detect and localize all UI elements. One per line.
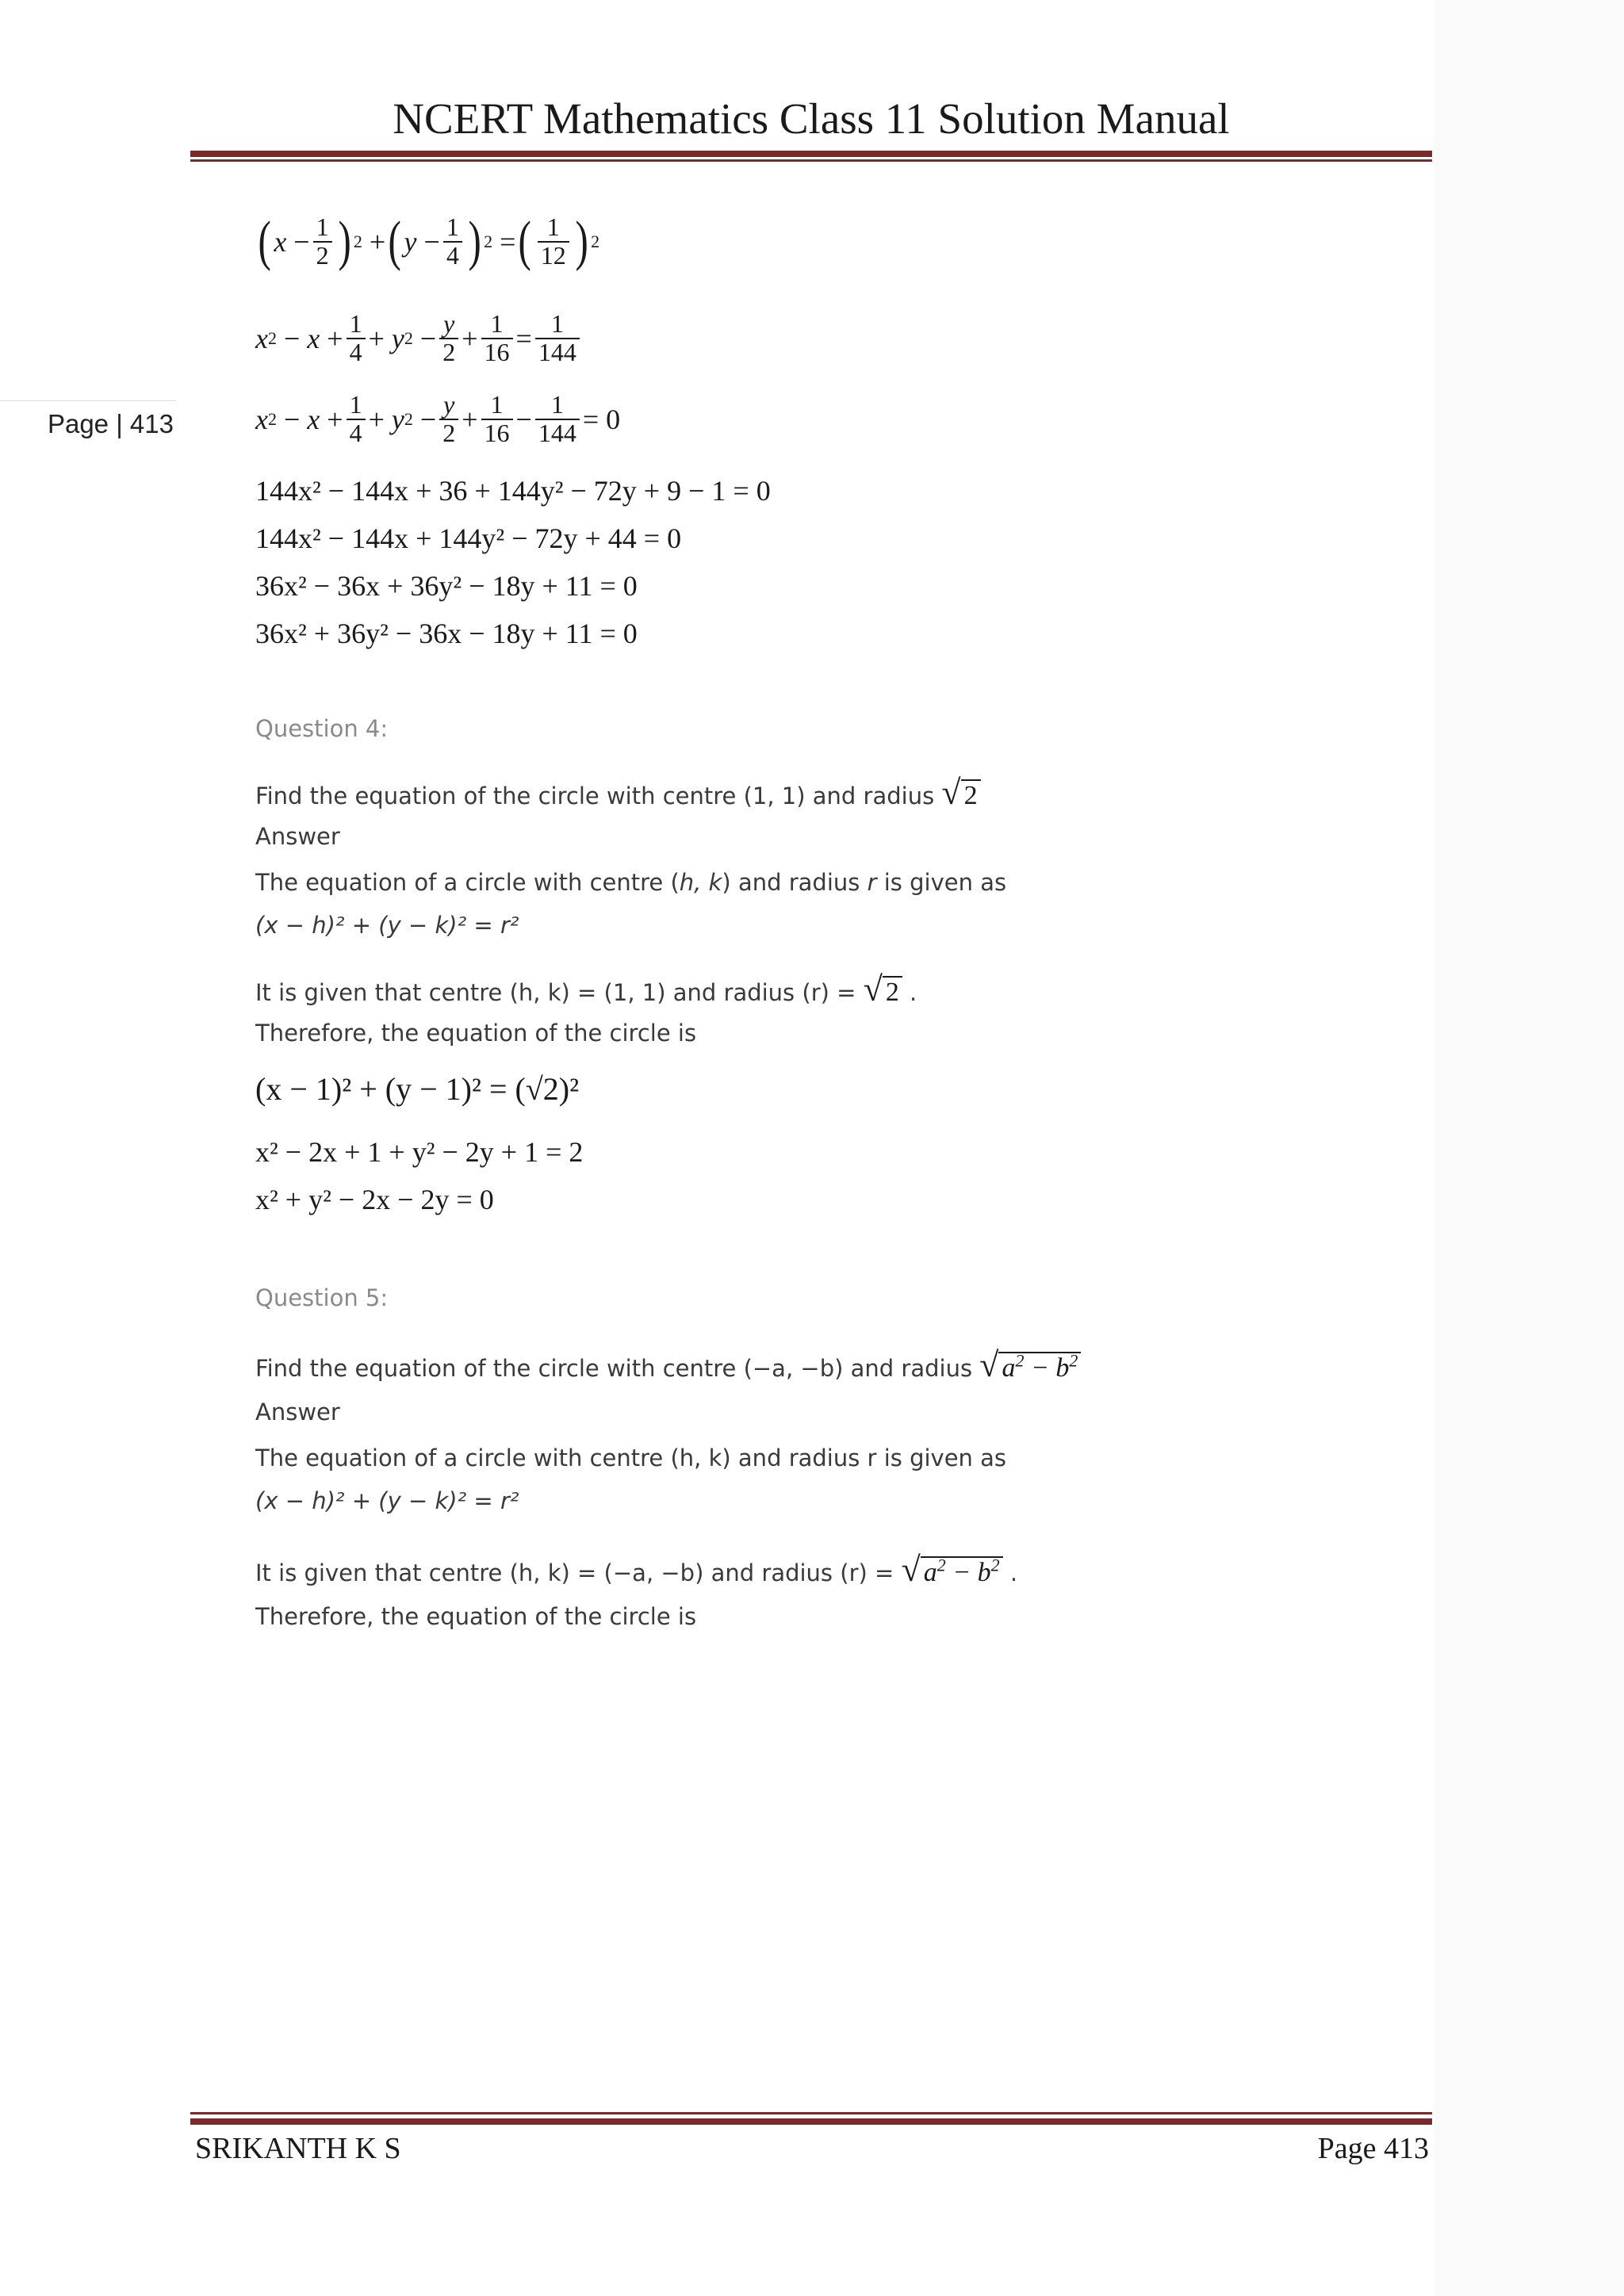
question-4-given-text: It is given that centre (h, k) = (1, 1) and radius (r) =: [255, 979, 856, 1006]
question-4-prompt-text: Find the equation of the circle with centre (1, 1) and radius: [255, 783, 935, 809]
sqrt-a2-minus-b2-symbol: √ $a^2 - b^2$: [902, 1550, 1003, 1589]
sqrt-2-symbol: √ 2: [864, 970, 902, 1008]
footer-page-number: Page 413: [1317, 2132, 1429, 2165]
question-5-title: Question 5:: [255, 1284, 389, 1311]
question-5-prompt-text: Find the equation of the circle with centre (−a, −b) and radius: [255, 1355, 973, 1382]
question-4-answer-line-1: [255, 869, 1006, 896]
question-5-prompt: [255, 1345, 1081, 1385]
question-5-general-equation: (x − h)² + (y − k)² = r²: [255, 1487, 519, 1514]
question-5-answer-line-1: The equation of a circle with centre (h, k) and radius r is given as: [255, 1445, 1007, 1471]
question-4-prompt: [255, 772, 981, 813]
question-4-title: Question 4:: [255, 715, 389, 742]
question-5-answer-label: Answer: [255, 1399, 340, 1425]
question-4-given: It is given that centre (h, k) = (1, 1) and radius (r) = √ 2 .: [255, 970, 917, 1008]
sqrt-a2-minus-b2-symbol: √ $a^2 - b^2$: [979, 1345, 1081, 1384]
question-4-step-2: x² − 2x + 1 + y² − 2y + 1 = 2: [255, 1136, 584, 1168]
footer-author: SRIKANTH K S: [195, 2132, 401, 2165]
q4-line1-a: The equation of a circle with centre (: [255, 869, 680, 896]
question-5-given-text: It is given that centre (h, k) = (−a, −b) and radius (r) =: [255, 1559, 894, 1586]
eq-line-3: x 2 − x + $\frac{1}{4}$ + y 2 − $\frac{y}{2}$ + $\frac{1}{16}$ − $\frac{1}{144}$ = 0: [255, 390, 621, 447]
side-page-number: Page | 413: [0, 400, 176, 439]
header-rule-thin: [190, 159, 1432, 162]
eq-line-4: 144x² − 144x + 36 + 144y² − 72y + 9 − 1 = 0: [255, 475, 771, 507]
page-header-title: NCERT Mathematics Class 11 Solution Manual: [393, 94, 1230, 143]
footer-rule-thick: [190, 2118, 1432, 2125]
question-4-therefore: Therefore, the equation of the circle is: [255, 1020, 697, 1047]
q4-line1-e: is given as: [876, 869, 1007, 896]
q4-line1-d: r: [867, 869, 877, 896]
header-rule-thick: [190, 151, 1432, 157]
q4-line1-c: ) and radius: [722, 869, 868, 896]
question-4-step-1: (x − 1)² + (y − 1)² = (√2)²: [255, 1071, 580, 1107]
page-edge-shade: [1434, 0, 1624, 2296]
question-4-answer-label: Answer: [255, 823, 340, 850]
question-5-given: It is given that centre (h, k) = (−a, −b) and radius (r) = √ $a^2 - b^2$ .: [255, 1550, 1018, 1589]
eq-line-1: ( x − $\frac{1}{2}$ ) 2 + ( y − $\frac{1}{4}$ ) 2 = ( $\frac{1}{12}$ ) 2: [258, 211, 600, 272]
eq-line-7: 36x² + 36y² − 36x − 18y + 11 = 0: [255, 618, 638, 649]
question-5-therefore: Therefore, the equation of the circle is: [255, 1603, 697, 1630]
question-4-general-equation: (x − h)² + (y − k)² = r²: [255, 912, 519, 939]
footer-rule-thin: [190, 2112, 1432, 2114]
eq-line-2: x 2 − x + $\frac{1}{4}$ + y 2 − $\frac{y}{2}$ + $\frac{1}{16}$ = $\frac{1}{144}$: [255, 311, 583, 365]
eq-line-5: 144x² − 144x + 144y² − 72y + 44 = 0: [255, 522, 682, 554]
eq-line-6: 36x² − 36x + 36y² − 18y + 11 = 0: [255, 570, 638, 602]
question-4-step-3: x² + y² − 2x − 2y = 0: [255, 1184, 494, 1215]
sqrt-2-symbol: √ 2: [941, 773, 980, 812]
q4-line1-b: h, k: [679, 869, 722, 896]
